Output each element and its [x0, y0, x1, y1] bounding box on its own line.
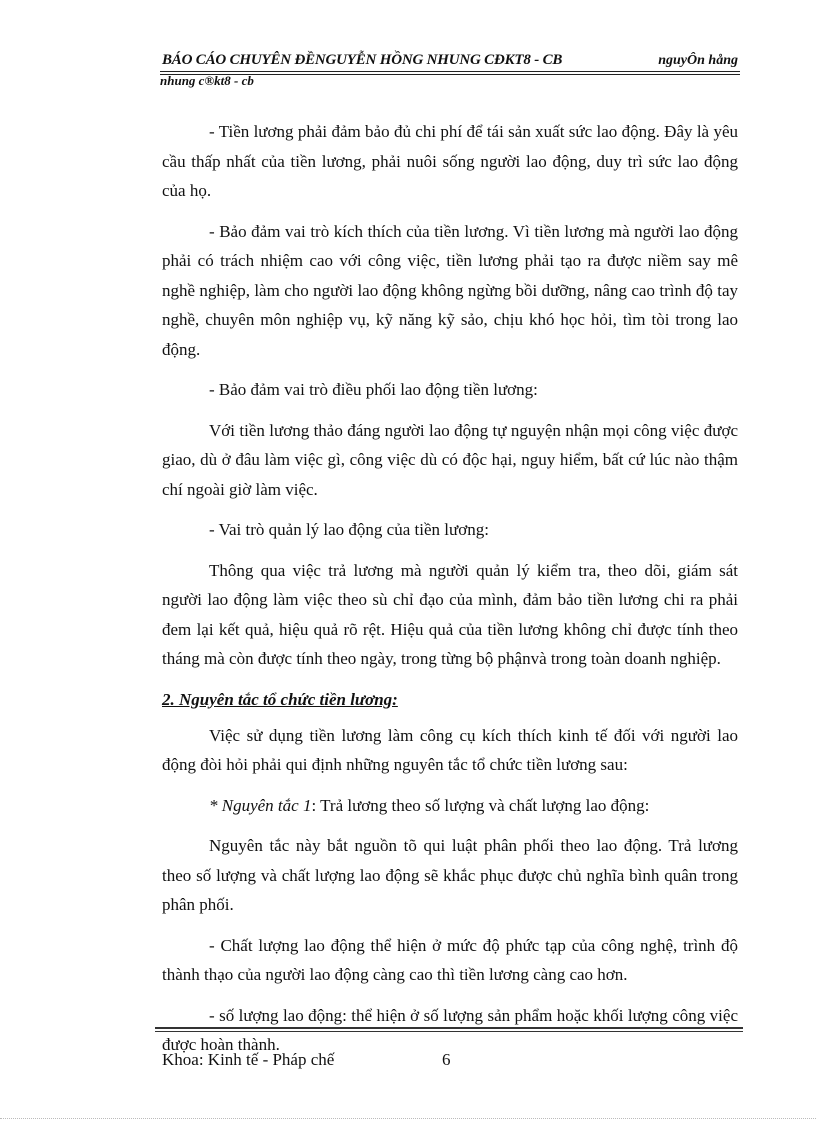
- paragraph: - Vai trò quản lý lao động của tiền lương:: [209, 520, 489, 539]
- principle-text: : Trả lương theo số lượng và chất lượng lao động:: [311, 795, 650, 815]
- page-header: [160, 50, 740, 100]
- paragraph: Thông qua việc trả lương mà người quản lý kiểm tra, theo dõi, giám sát người lao động làm việc theo sù chỉ đạo của mình, đảm bảo tiền lương chi ra phải đem lại kết quả, hiệu quả rõ rệt. Hiệu quả của tiền lương không chỉ được tính theo tháng mà còn được tính theo ngày, trong từng bộ phậnvà trong toàn doanh nghiệp.: [162, 560, 738, 668]
- paragraph: - Bảo đảm vai trò kích thích của tiền lương. Vì tiền lương mà người lao động phải có trách nhiệm cao với công việc, tiền lương phải tạo ra được niềm say mê nghề nghiệp, làm cho người lao động không ngừng bồi dưỡng, nâng cao trình độ tay nghề, chuyên môn nghiệp vụ, kỹ năng kỹ sảo, chịu khó học hỏi, tìm tòi trong lao động.: [162, 221, 738, 359]
- paragraph: - Tiền lương phải đảm bảo đủ chi phí để tái sản xuất sức lao động. Đây là yêu cầu thấp nhất của tiền lương, phải nuôi sống người lao động, duy trì sức lao động của họ.: [162, 122, 738, 200]
- paragraph: Nguyên tắc này bắt nguồn tõ qui luật phân phối theo lao động. Trả lương theo số lượng và chất lượng lao động sẽ khắc phục được chủ nghĩa bình quân trong phân phối.: [162, 836, 738, 914]
- principle-label: * Nguyên tắc 1: [209, 795, 312, 815]
- footer-faculty: Khoa: Kinh tế - Pháp chế: [162, 1050, 335, 1069]
- page-bottom-border: [0, 1118, 816, 1119]
- page-number: 6: [442, 1050, 451, 1069]
- document-body: [162, 117, 738, 1060]
- paragraph: - Bảo đảm vai trò điều phối lao động tiền lương:: [209, 380, 538, 399]
- header-author-fragment: nguyÔn hång: [658, 53, 738, 68]
- paragraph: - số lượng lao động: thể hiện ở số lượng sản phẩm hoặc khối lượng công việc được hoàn thành.: [162, 1005, 738, 1054]
- paragraph: Việc sử dụng tiền lương làm công cụ kích thích kinh tế đối với người lao động đòi hỏi phải qui định những nguyên tắc tổ chức tiền lương sau:: [162, 725, 738, 774]
- paragraph: - Chất lượng lao động thể hiện ở mức độ phức tạp của công nghệ, trình độ thành thạo của người lao động càng cao thì tiền lương càng cao hơn.: [162, 935, 738, 984]
- header-continuation: nhung c®kt8 - cb: [160, 73, 254, 88]
- paragraph: Với tiền lương thảo đáng người lao động tự nguyện nhận mọi công việc được giao, dù ở đâu làm việc gì, công việc dù có độc hại, nguy hiểm, bất cứ lúc nào thậm chí ngoài giờ làm việc.: [162, 420, 738, 499]
- paragraph: [162, 791, 738, 821]
- header-title: BÁO CÁO CHUYÊN ĐỀNGUYỄN HỒNG NHUNG CĐKT8 - CB: [162, 52, 563, 68]
- section-heading: 2. Nguyên tắc tổ chức tiền lương:: [162, 689, 398, 709]
- footer-rule: [155, 1027, 743, 1032]
